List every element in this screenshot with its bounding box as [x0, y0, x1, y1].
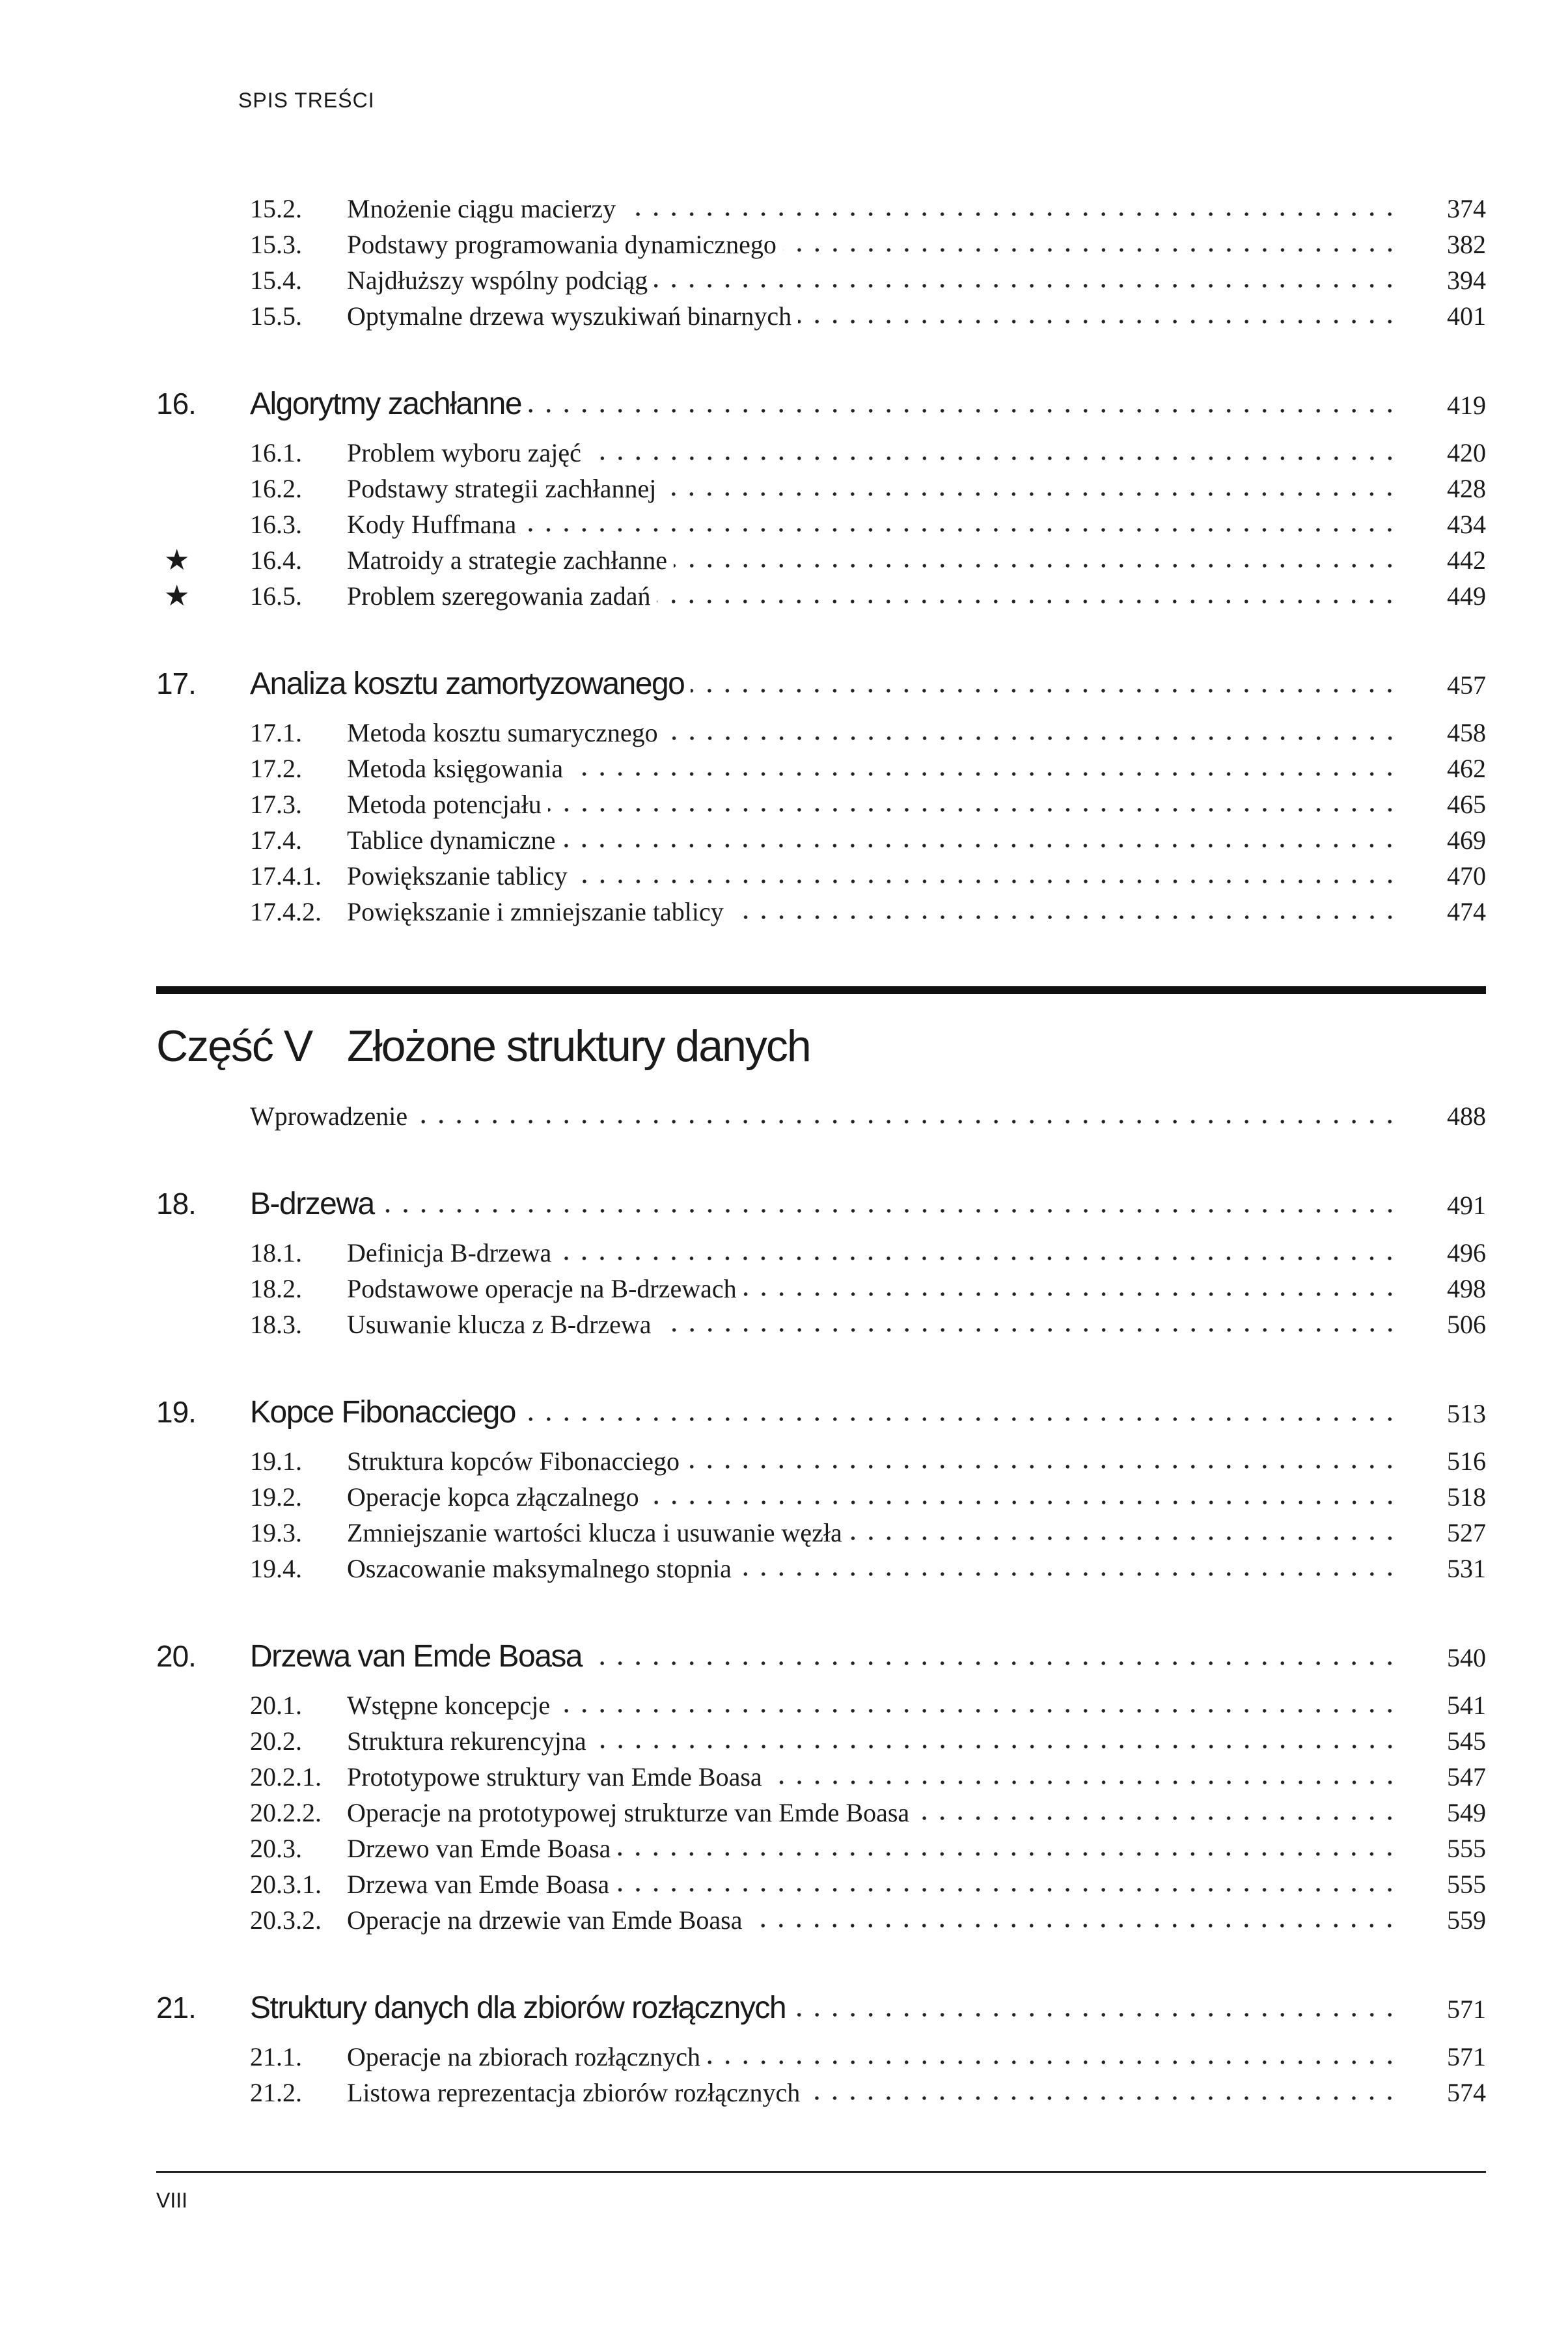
dot-leader: [593, 1742, 1399, 1750]
entry-number: 21.: [156, 1991, 196, 2025]
entry-title: Metoda księgowania: [347, 754, 564, 783]
entry-number: 18.2.: [250, 1274, 302, 1303]
toc-section-entry[interactable]: [156, 2039, 1486, 2075]
entry-page: 382: [1447, 230, 1486, 259]
dot-leader: [749, 1921, 1399, 1929]
toc-section-entry[interactable]: [156, 1902, 1486, 1938]
dot-leader: [558, 1254, 1399, 1262]
toc-block-part-v: [156, 1098, 1486, 2110]
part-label: Część V: [156, 1021, 312, 1071]
entry-number: 15.5.: [250, 301, 302, 331]
entry-title: Oszacowanie maksymalnego stopnia: [347, 1554, 732, 1583]
entry-page: 574: [1447, 2078, 1486, 2107]
part-title: [156, 1021, 810, 1072]
dot-leader: [707, 2058, 1399, 2066]
entry-number: 16.2.: [250, 474, 302, 503]
dot-leader: [686, 1462, 1399, 1470]
dot-leader: [528, 406, 1399, 414]
entry-page: 506: [1447, 1310, 1486, 1339]
entry-number: 20.2.2.: [250, 1798, 322, 1827]
dot-leader: [743, 1290, 1399, 1297]
entry-page: 469: [1447, 825, 1486, 855]
dot-leader: [738, 1570, 1399, 1577]
entry-number: 16.3.: [250, 510, 302, 539]
entry-title: Kopce Fibonacciego: [250, 1395, 516, 1430]
entry-title: Operacje na prototypowej strukturze van Emde Boasa: [347, 1798, 910, 1827]
entry-page: 488: [1447, 1101, 1486, 1131]
entry-title: Struktury danych dla zbiorów rozłącznych: [250, 1991, 786, 2025]
entry-title: Struktura rekurencyjna: [347, 1726, 586, 1756]
dot-leader: [617, 1849, 1399, 1857]
entry-page: 496: [1447, 1238, 1486, 1267]
entry-page: 531: [1447, 1554, 1486, 1583]
page-number-folio: VIII: [156, 2189, 188, 2212]
entry-page: 527: [1447, 1518, 1486, 1547]
toc-block-chapters-15-17: [156, 191, 1486, 930]
dot-leader: [691, 686, 1399, 694]
dot-leader: [557, 1706, 1399, 1714]
part-divider-rule: [156, 986, 1486, 994]
entry-title: Drzewa van Emde Boasa: [250, 1639, 583, 1674]
toc-chapter-entry[interactable]: [156, 1639, 1486, 1674]
entry-page: 549: [1447, 1798, 1486, 1827]
toc-section-entry[interactable]: [156, 1831, 1486, 1866]
entry-title: Problem wyboru zajęć: [347, 438, 581, 467]
entry-title: Operacje kopca złączalnego: [347, 1482, 639, 1512]
entry-number: 16.5.: [250, 581, 302, 611]
entry-page: 540: [1447, 1643, 1486, 1672]
toc-section-entry[interactable]: [156, 2075, 1486, 2110]
dot-leader: [588, 1659, 1399, 1667]
star-icon: ★: [164, 544, 190, 576]
entry-page: 516: [1447, 1446, 1486, 1476]
dot-leader: [658, 1325, 1399, 1333]
toc-section-entry[interactable]: [156, 1866, 1486, 1902]
entry-title: Wstępne koncepcje: [347, 1691, 551, 1720]
dot-leader: [570, 769, 1399, 777]
entry-number: 20.3.2.: [250, 1905, 322, 1935]
toc-section-entry[interactable]: [156, 542, 1486, 578]
toc-chapter-entry[interactable]: [156, 666, 1486, 702]
toc-section-entry[interactable]: [156, 786, 1486, 822]
star-icon: ★: [164, 580, 190, 612]
footer-rule: [156, 2171, 1486, 2173]
toc-chapter-entry[interactable]: [156, 386, 1486, 422]
entry-title: Operacje na zbiorach rozłącznych: [347, 2042, 700, 2071]
entry-title: Zmniejszanie wartości klucza i usuwanie węzła: [347, 1518, 842, 1547]
dot-leader: [548, 805, 1399, 813]
entry-page: 513: [1447, 1399, 1486, 1428]
toc-section-entry[interactable]: [156, 858, 1486, 894]
dot-leader: [792, 2010, 1399, 2018]
entry-title: Podstawy programowania dynamicznego: [347, 230, 777, 259]
dot-leader: [414, 1117, 1399, 1125]
entry-page: 401: [1447, 301, 1486, 331]
entry-title: Optymalne drzewa wyszukiwań binarnych: [347, 301, 792, 331]
entry-page: 559: [1447, 1905, 1486, 1935]
entry-number: 20.2.: [250, 1726, 302, 1756]
dot-leader: [849, 1534, 1399, 1542]
entry-title: Podstawowe operacje na B-drzewach: [347, 1274, 737, 1303]
entry-title: B-drzewa: [250, 1187, 374, 1221]
dot-leader: [646, 1498, 1399, 1506]
entry-title: Metoda potencjału: [347, 790, 542, 819]
entry-number: 18.3.: [250, 1310, 302, 1339]
entry-title: Definicja B-drzewa: [347, 1238, 552, 1267]
entry-page: 462: [1447, 754, 1486, 783]
entry-page: 374: [1447, 194, 1486, 223]
toc-section-entry[interactable]: [156, 191, 1486, 227]
entry-number: 17.3.: [250, 790, 302, 819]
dot-leader: [622, 210, 1399, 217]
toc-section-entry[interactable]: [156, 262, 1486, 298]
entry-title: Powiększanie i zmniejszanie tablicy: [347, 897, 724, 926]
entry-title: Drzewa van Emde Boasa: [347, 1870, 610, 1899]
entry-title: Powiększanie tablicy: [347, 861, 568, 891]
toc-section-entry[interactable]: [156, 822, 1486, 858]
entry-page: 555: [1447, 1834, 1486, 1863]
entry-title: Drzewo van Emde Boasa: [347, 1834, 611, 1863]
entry-title: Struktura kopców Fibonacciego: [347, 1446, 680, 1476]
entry-number: 19.3.: [250, 1518, 302, 1547]
entry-number: 16.: [156, 387, 196, 421]
dot-leader: [381, 1206, 1399, 1214]
entry-number: 17.: [156, 667, 196, 700]
entry-number: 15.3.: [250, 230, 302, 259]
dot-leader: [562, 841, 1399, 849]
dot-leader: [769, 1778, 1399, 1786]
toc-chapter-entry[interactable]: [156, 1394, 1486, 1430]
dot-leader: [523, 525, 1399, 533]
entry-page: 434: [1447, 510, 1486, 539]
toc-section-entry[interactable]: [156, 1759, 1486, 1795]
dot-leader: [654, 281, 1399, 289]
dot-leader: [916, 1814, 1399, 1821]
entry-title: Najdłuższy wspólny podciąg: [347, 266, 648, 295]
entry-page: 442: [1447, 546, 1486, 575]
part-name: Złożone struktury danych: [347, 1021, 810, 1071]
entry-title: Matroidy a strategie zachłanne: [347, 546, 667, 575]
entry-title: Mnożenie ciągu macierzy: [347, 194, 616, 223]
entry-number: 21.2.: [250, 2078, 302, 2107]
entry-number: 17.4.: [250, 825, 302, 855]
toc-section-entry[interactable]: [156, 1235, 1486, 1271]
toc-chapter-entry[interactable]: [156, 1990, 1486, 2026]
entry-page: 541: [1447, 1691, 1486, 1720]
entry-number: 20.3.1.: [250, 1870, 322, 1899]
entry-page: 457: [1447, 671, 1486, 700]
toc-section-entry[interactable]: [156, 1515, 1486, 1551]
entry-page: 498: [1447, 1274, 1486, 1303]
toc-section-entry[interactable]: [156, 506, 1486, 542]
entry-number: 20.1.: [250, 1691, 302, 1720]
dot-leader: [588, 454, 1399, 462]
toc-section-entry[interactable]: [156, 1443, 1486, 1479]
toc-section-entry[interactable]: [156, 471, 1486, 506]
entry-title: Prototypowe struktury van Emde Boasa: [347, 1762, 762, 1792]
toc-section-entry[interactable]: [156, 1098, 1486, 1134]
entry-page: 465: [1447, 790, 1486, 819]
toc-section-entry[interactable]: [156, 751, 1486, 786]
entry-title: Metoda kosztu sumarycznego: [347, 718, 658, 747]
entry-page: 420: [1447, 438, 1486, 467]
entry-title: Usuwanie klucza z B-drzewa: [347, 1310, 652, 1339]
toc-section-entry[interactable]: [156, 435, 1486, 471]
entry-number: 19.2.: [250, 1482, 302, 1512]
toc-section-entry[interactable]: [156, 1551, 1486, 1586]
toc-section-entry[interactable]: [156, 578, 1486, 614]
toc-section-entry[interactable]: [156, 1723, 1486, 1759]
entry-page: 474: [1447, 897, 1486, 926]
dot-leader: [783, 245, 1399, 253]
toc-section-entry[interactable]: [156, 715, 1486, 751]
entry-number: 20.2.1.: [250, 1762, 322, 1792]
dot-leader: [798, 317, 1399, 325]
toc-section-entry[interactable]: [156, 894, 1486, 930]
toc-section-entry[interactable]: [156, 298, 1486, 334]
entry-page: 491: [1447, 1191, 1486, 1220]
dot-leader: [616, 1885, 1399, 1893]
entry-number: 15.4.: [250, 266, 302, 295]
dot-leader: [665, 734, 1399, 741]
dot-leader: [806, 2094, 1399, 2101]
entry-title: Tablice dynamiczne: [347, 825, 556, 855]
entry-title: Wprowadzenie: [250, 1101, 408, 1131]
dot-leader: [574, 877, 1399, 885]
entry-page: 419: [1447, 391, 1486, 420]
entry-number: 17.1.: [250, 718, 302, 747]
entry-page: 545: [1447, 1726, 1486, 1756]
entry-page: 547: [1447, 1762, 1486, 1792]
entry-number: 16.4.: [250, 546, 302, 575]
entry-number: 21.1.: [250, 2042, 302, 2071]
toc-chapter-entry[interactable]: [156, 1186, 1486, 1222]
entry-number: 19.1.: [250, 1446, 302, 1476]
entry-title: Listowa reprezentacja zbiorów rozłącznych: [347, 2078, 801, 2107]
running-head: SPIS TREŚCI: [238, 89, 375, 112]
entry-number: 20.3.: [250, 1834, 302, 1863]
entry-number: 19.: [156, 1395, 196, 1429]
entry-title: Operacje na drzewie van Emde Boasa: [347, 1905, 743, 1935]
dot-leader: [730, 913, 1399, 920]
entry-title: Analiza kosztu zamortyzowanego: [250, 667, 685, 701]
entry-page: 394: [1447, 266, 1486, 295]
entry-page: 518: [1447, 1482, 1486, 1512]
entry-number: 15.2.: [250, 194, 302, 223]
entry-title: Podstawy strategii zachłannej: [347, 474, 657, 503]
entry-page: 449: [1447, 581, 1486, 611]
entry-title: Kody Huffmana: [347, 510, 517, 539]
entry-page: 571: [1447, 2042, 1486, 2071]
toc-section-entry[interactable]: [156, 227, 1486, 262]
entry-page: 470: [1447, 861, 1486, 891]
entry-number: 17.4.2.: [250, 897, 322, 926]
entry-page: 458: [1447, 718, 1486, 747]
toc-section-entry[interactable]: [156, 1271, 1486, 1307]
dot-leader: [663, 490, 1399, 497]
entry-number: 20.: [156, 1639, 196, 1673]
entry-page: 428: [1447, 474, 1486, 503]
entry-number: 16.1.: [250, 438, 302, 467]
dot-leader: [657, 597, 1399, 605]
dot-leader: [674, 561, 1399, 569]
entry-page: 571: [1447, 1995, 1486, 2024]
toc-section-entry[interactable]: [156, 1307, 1486, 1342]
entry-number: 18.: [156, 1187, 196, 1221]
entry-number: 17.2.: [250, 754, 302, 783]
entry-number: 17.4.1.: [250, 861, 322, 891]
entry-number: 19.4.: [250, 1554, 302, 1583]
entry-page: 555: [1447, 1870, 1486, 1899]
toc-section-entry[interactable]: [156, 1479, 1486, 1515]
entry-title: Problem szeregowania zadań: [347, 581, 651, 611]
toc-section-entry[interactable]: [156, 1795, 1486, 1831]
entry-title: Algorytmy zachłanne: [250, 387, 522, 421]
dot-leader: [522, 1415, 1399, 1422]
toc-section-entry[interactable]: [156, 1687, 1486, 1723]
entry-number: 18.1.: [250, 1238, 302, 1267]
